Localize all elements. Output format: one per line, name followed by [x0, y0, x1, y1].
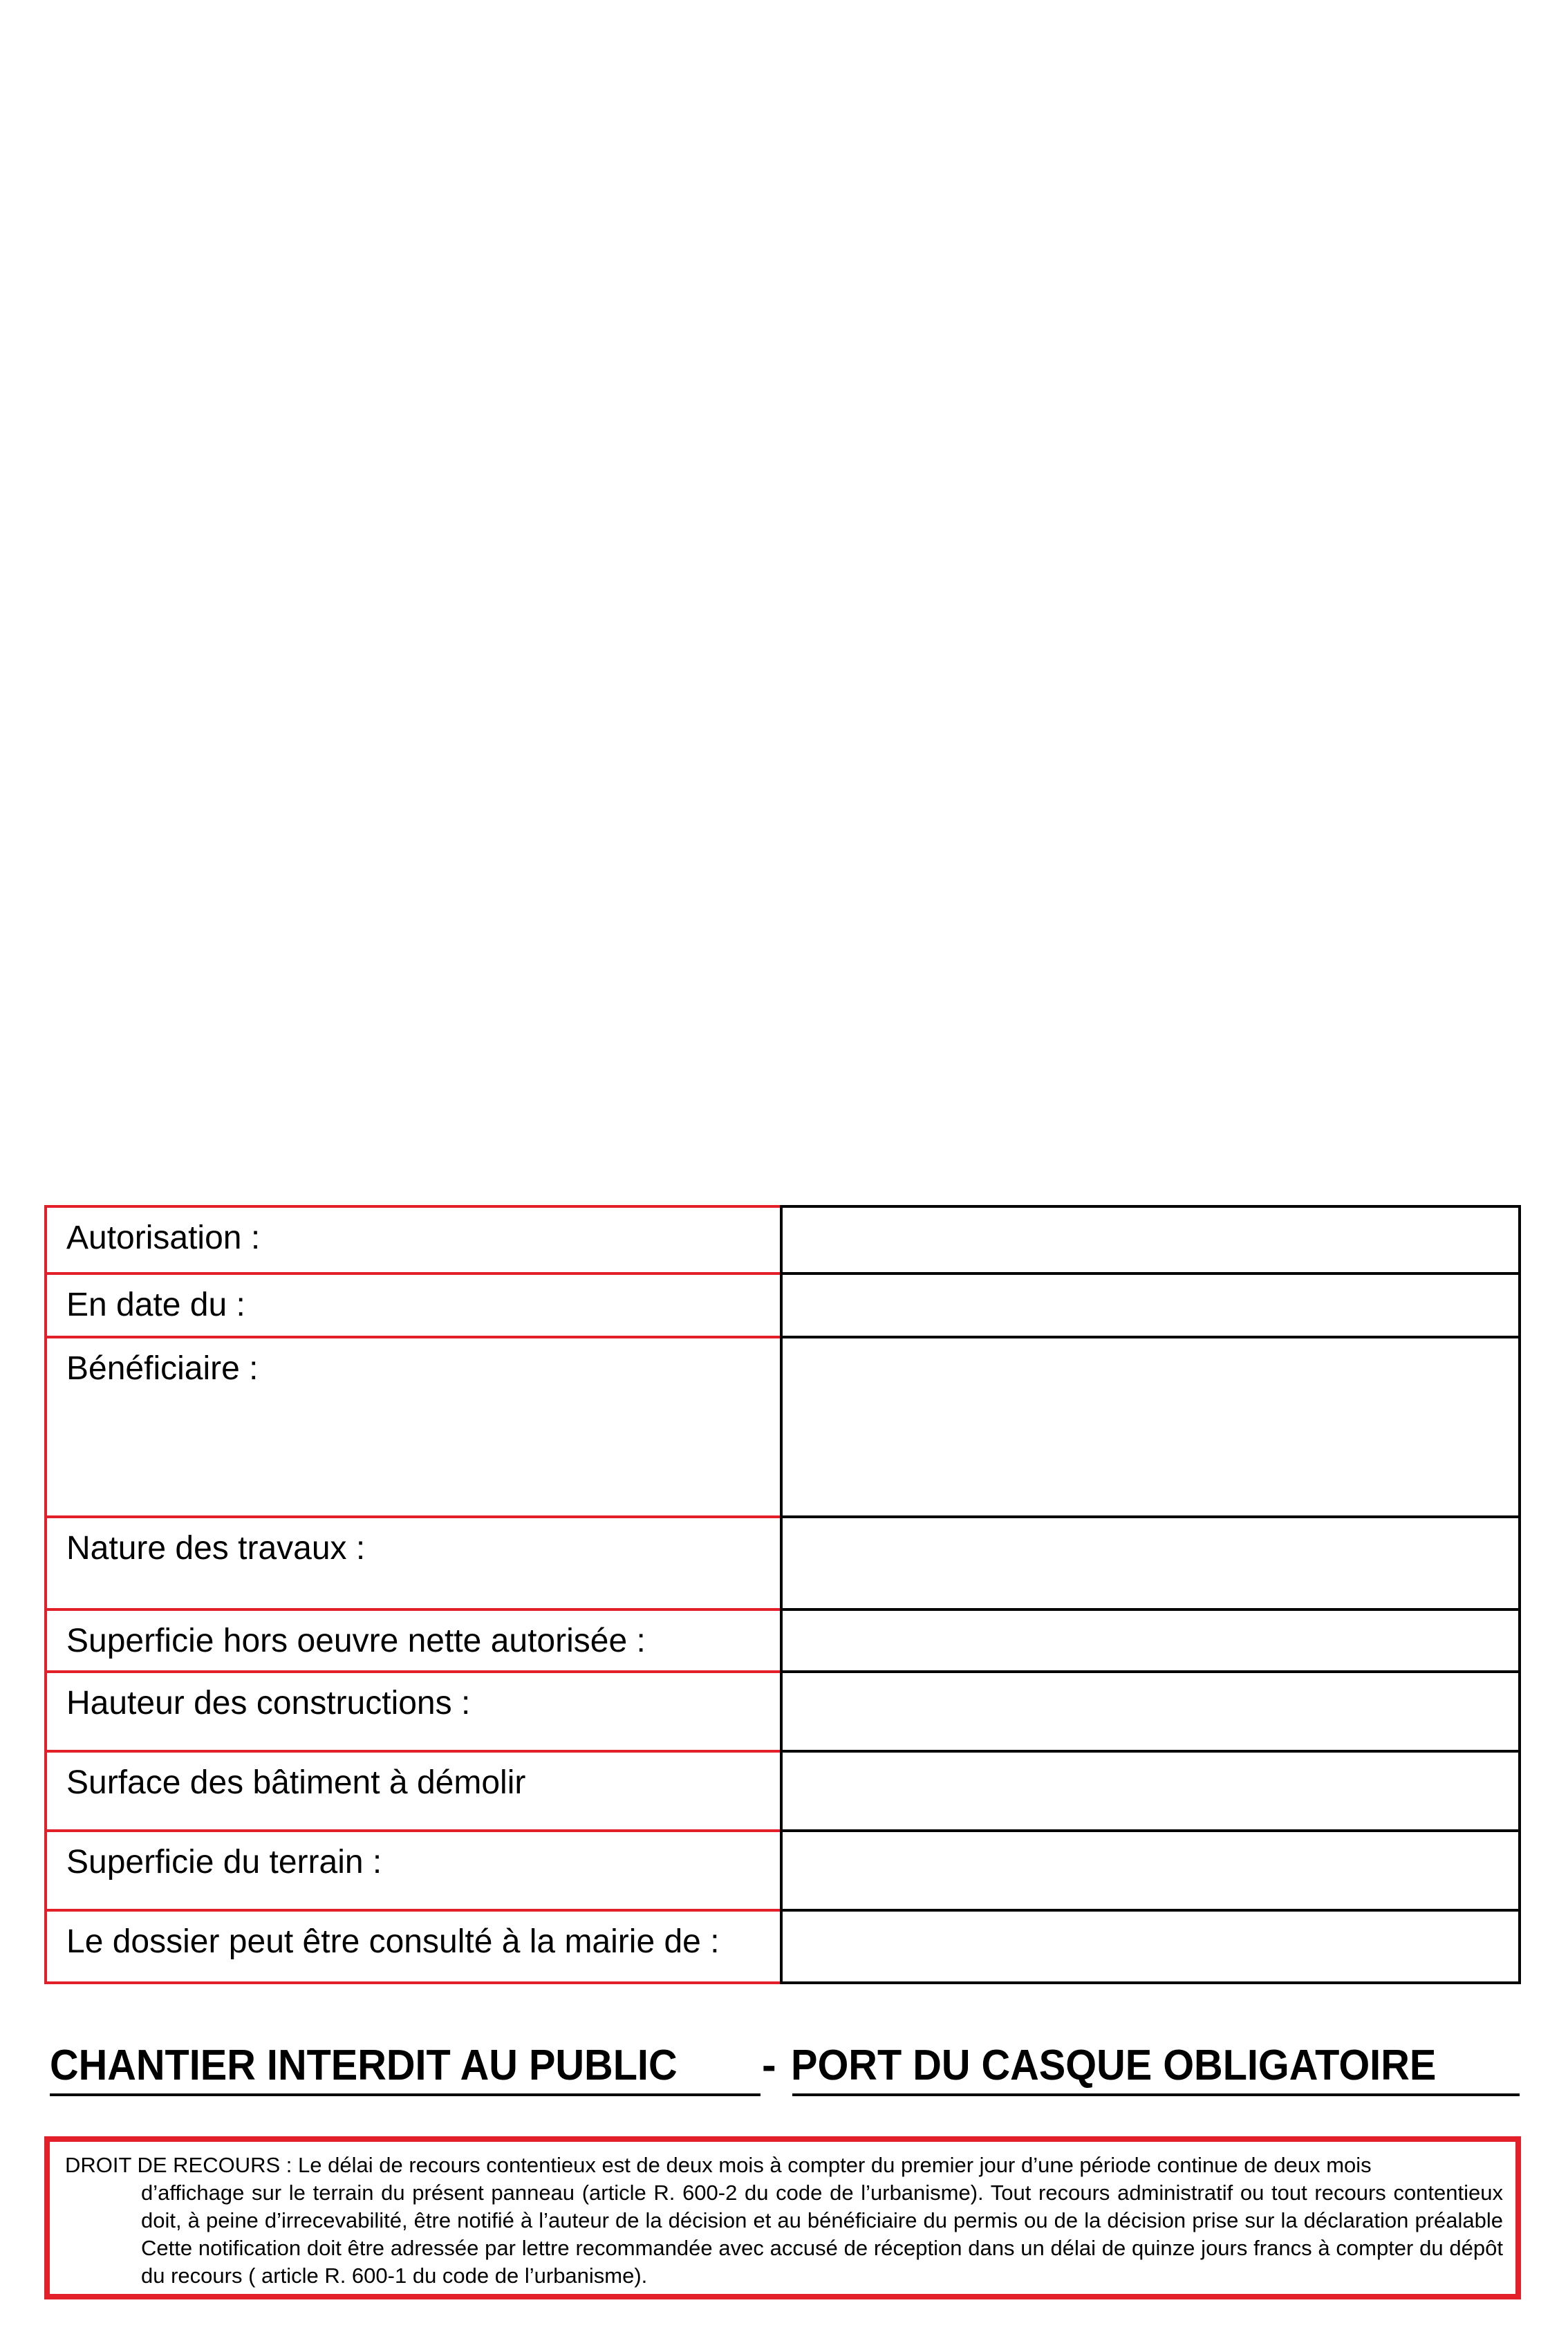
- value-date[interactable]: [780, 1272, 1521, 1336]
- row-beneficiaire: [44, 1336, 1521, 1515]
- value-nature-travaux[interactable]: [780, 1515, 1521, 1608]
- table-bottom-border-black: [780, 1981, 1521, 1984]
- value-autorisation[interactable]: [780, 1205, 1521, 1272]
- warning-left-underline: [50, 2093, 760, 2096]
- label-date: En date du :: [44, 1272, 780, 1336]
- row-surface-demolir: [44, 1750, 1521, 1829]
- row-date: [44, 1272, 1521, 1336]
- warning-separator: -: [762, 2042, 776, 2089]
- safety-warning: [44, 2040, 1521, 2095]
- label-superficie-hors-oeuvre: Superficie hors oeuvre nette autorisée :: [44, 1608, 780, 1670]
- droit-de-recours-text: [65, 2152, 1503, 2290]
- row-mairie: [44, 1909, 1521, 1981]
- label-superficie-terrain: Superficie du terrain :: [44, 1829, 780, 1909]
- row-superficie-hors-oeuvre: [44, 1608, 1521, 1670]
- label-nature-travaux: Nature des travaux :: [44, 1515, 780, 1608]
- droit-de-recours-box: [44, 2136, 1521, 2299]
- recours-body: d’affichage sur le terrain du présent panneau (article R. 600-2 du code de l’urbanisme). Tout recours administratif ou tout recours contentieux doit, à peine d’irrecevabilité, être notifié à l’auteur de la décision et au bénéficiaire du permis ou de la décision prise sur la déclaration préalable Cette notification doit être adressée par lettre recommandée avec accusé de réception dans un délai de quinze jours francs à compter du dépôt du recours ( article R. 600-1 du code de l’urbanisme).: [141, 2181, 1503, 2288]
- value-surface-demolir[interactable]: [780, 1750, 1521, 1829]
- label-surface-demolir: Surface des bâtiment à démolir: [44, 1750, 780, 1829]
- recours-first-line: DROIT DE RECOURS : Le délai de recours contentieux est de deux mois à compter du premier jour d’une période continue de deux mois: [65, 2153, 1372, 2177]
- label-mairie: Le dossier peut être consulté à la mairie de :: [44, 1909, 780, 1981]
- value-superficie-hors-oeuvre[interactable]: [780, 1608, 1521, 1670]
- table-bottom-border-red: [44, 1981, 783, 1984]
- warning-no-public: CHANTIER INTERDIT AU PUBLIC: [50, 2042, 678, 2089]
- label-beneficiaire: Bénéficiaire :: [44, 1336, 780, 1515]
- row-superficie-terrain: [44, 1829, 1521, 1909]
- row-hauteur: [44, 1670, 1521, 1750]
- row-nature-travaux: [44, 1515, 1521, 1608]
- label-autorisation: Autorisation :: [44, 1205, 780, 1272]
- label-hauteur: Hauteur des constructions :: [44, 1670, 780, 1750]
- value-mairie[interactable]: [780, 1909, 1521, 1981]
- row-autorisation: [44, 1205, 1521, 1272]
- value-superficie-terrain[interactable]: [780, 1829, 1521, 1909]
- warning-helmet-required: PORT DU CASQUE OBLIGATOIRE: [791, 2042, 1437, 2089]
- permit-info-table: [44, 1205, 1521, 1982]
- warning-right-underline: [792, 2093, 1520, 2096]
- value-hauteur[interactable]: [780, 1670, 1521, 1750]
- value-beneficiaire[interactable]: [780, 1336, 1521, 1515]
